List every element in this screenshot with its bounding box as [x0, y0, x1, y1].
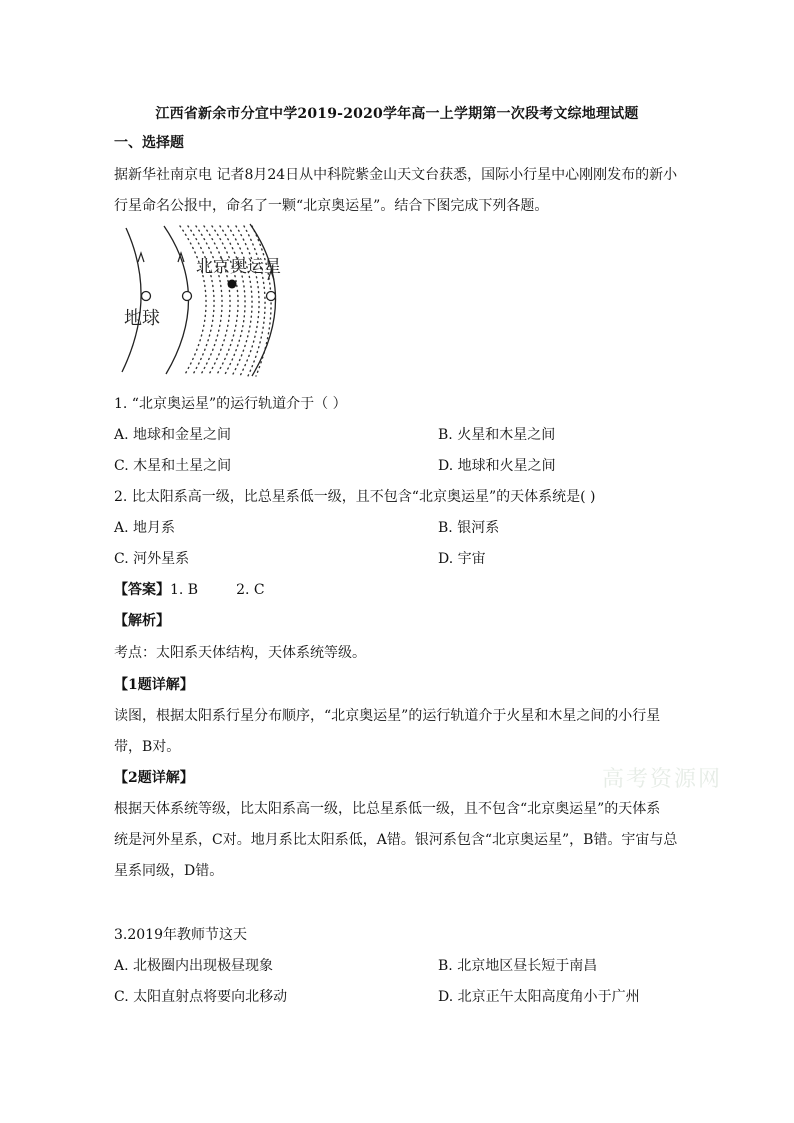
detail-1-line1: 读图，根据太阳系行星分布顺序，“北京奥运星”的运行轨道介于火星和木星之间的小行星	[114, 708, 661, 724]
earth-label: 地球	[124, 308, 160, 329]
detail-2-line3: 星系同级，D错。	[114, 863, 224, 879]
question-2-option-b: B. 银河系	[438, 520, 500, 536]
detail-1-heading: 【1题详解】	[114, 677, 194, 693]
section-heading: 一、选择题	[114, 135, 184, 151]
jupiter-marker	[267, 292, 276, 301]
question-1-option-a: A. 地球和金星之间	[114, 427, 232, 443]
question-2-option-c: C. 河外星系	[114, 551, 190, 567]
answer-line	[114, 580, 265, 600]
detail-2-line2: 统是河外星系，C对。地月系比太阳系低，A错。银河系包含“北京奥运星”，B错。宇宙与总	[114, 832, 678, 848]
intro-text-line1: 据新华社南京电 记者8月24日从中科院紫金山天文台获悉，国际小行星中心刚刚发布的新小	[114, 167, 678, 183]
answer-1: 1. B	[170, 582, 199, 598]
answer-2: 2. C	[236, 582, 265, 598]
mars-marker	[183, 292, 192, 301]
detail-1-line2: 带，B对。	[114, 739, 181, 755]
detail-2-line1: 根据天体系统等级，比太阳系高一级，比总星系低一级，且不包含“北京奥运星”的天体系	[114, 801, 661, 817]
question-2-stem: 2. 比太阳系高一级，比总星系低一级，且不包含“北京奥运星”的天体系统是( )	[114, 489, 596, 505]
question-1-option-b: B. 火星和木星之间	[438, 427, 556, 443]
question-1-stem: 1. “北京奥运星”的运行轨道介于（ ）	[114, 396, 347, 412]
question-3-option-d: D. 北京正午太阳高度角小于广州	[438, 989, 640, 1005]
detail-2-heading: 【2题详解】	[114, 770, 194, 786]
asteroid-belt	[180, 226, 271, 376]
page-title: 江西省新余市分宜中学2019-2020学年高一上学期第一次段考文综地理试题	[155, 106, 639, 122]
earth-marker	[142, 292, 151, 301]
question-3-stem: 3.2019年教师节这天	[114, 927, 247, 943]
analysis-heading: 【解析】	[114, 613, 170, 629]
earth-orbit-arrow	[138, 253, 144, 262]
kaodian-text: 考点：太阳系天体结构，天体系统等级。	[114, 645, 366, 661]
earth-orbit	[122, 228, 141, 372]
orbit-figure	[112, 220, 312, 380]
intro-text-line2: 行星命名公报中，命名了一颗“北京奥运星”。结合下图完成下列各题。	[114, 198, 549, 214]
asteroid-label: 北京奥运星	[196, 257, 281, 277]
question-2-option-d: D. 宇宙	[438, 551, 486, 567]
question-3-option-c: C. 太阳直射点将要向北移动	[114, 989, 288, 1005]
question-3-option-b: B. 北京地区昼长短于南昌	[438, 958, 598, 974]
question-3-option-a: A. 北极圈内出现极昼现象	[114, 958, 274, 974]
answer-label: 【答案】	[114, 582, 170, 598]
question-1-option-d: D. 地球和火星之间	[438, 458, 556, 474]
asteroid-marker	[228, 280, 237, 289]
question-1-option-c: C. 木星和土星之间	[114, 458, 232, 474]
watermark: 高考资源网	[602, 767, 723, 792]
question-2-option-a: A. 地月系	[114, 520, 176, 536]
